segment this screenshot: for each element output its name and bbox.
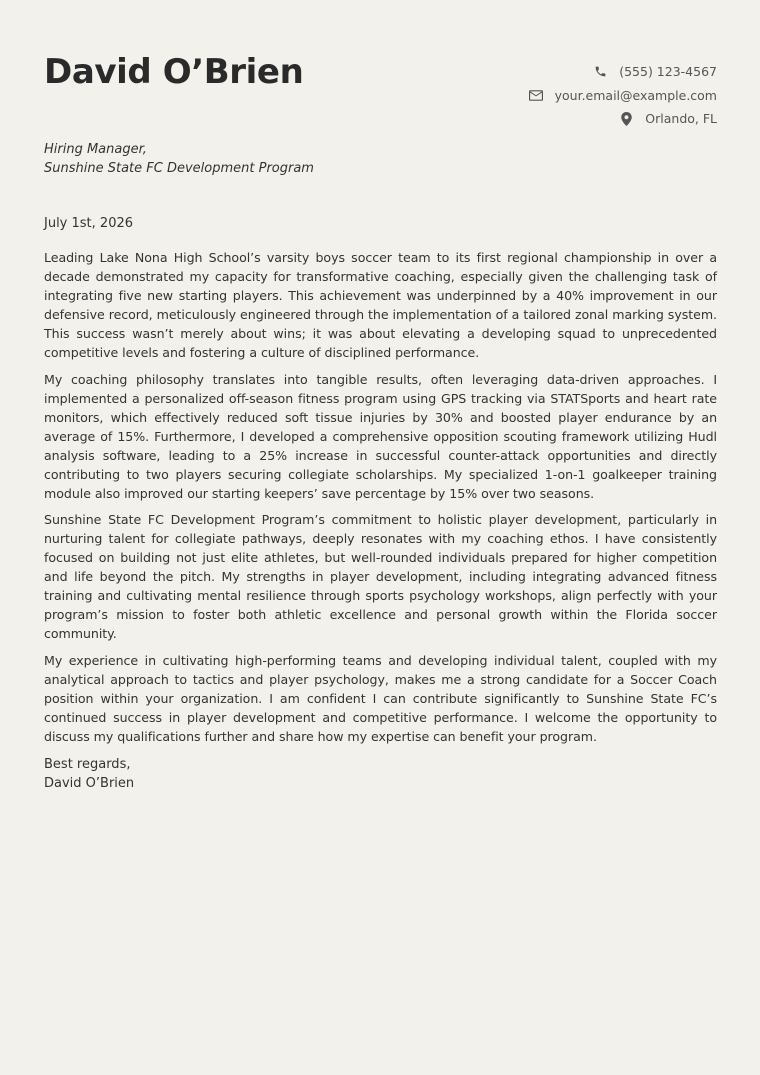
- closing-signature: David O’Brien: [44, 775, 135, 791]
- letter-body: [44, 248, 717, 746]
- body-paragraph: Leading Lake Nona High School’s varsity boys soccer team to its first regional championship in over a decade demonstrated my capacity for transformative coaching, especially given the challenging task of integrating five new starting players. This achievement was underpinned by a 40% improvement in our defensive record, meticulously engineered through the implementation of a tailored zonal marking system. This success wasn’t merely about wins; it was about elevating a developing squad to unprecedented competitive levels and fostering a culture of disciplined performance.: [44, 250, 717, 360]
- phone-text: (555) 123-4567: [619, 64, 717, 80]
- recipient-organization: Sunshine State FC Development Program: [44, 161, 314, 176]
- contact-phone: [529, 60, 717, 84]
- contact-location: [529, 107, 717, 131]
- body-paragraph: My coaching philosophy translates into tangible results, often leveraging data-driven approaches. I implemented a personalized off-season fitness program using GPS tracking via STATSports and heart rate monitors, which effectively reduced soft tissue injuries by 30% and boosted player endurance by an average of 15%. Furthermore, I developed a comprehensive opposition scouting framework utilizing Hudl analysis software, leading to a 25% increase in successful counter-attack opportunities and directly contributing to two players securing collegiate scholarships. My specialized 1-on-1 goalkeeper training module also improved our starting keepers’ save percentage by 15% over two seasons.: [44, 371, 717, 501]
- letter-date: July 1st, 2026: [44, 216, 134, 231]
- email-text[interactable]: your.email@example.com: [554, 87, 717, 103]
- contact-email: [529, 84, 717, 108]
- letter-closing: [44, 755, 717, 793]
- recipient-block: [44, 140, 717, 178]
- body-paragraph: My experience in cultivating high-performing teams and developing individual talent, coupled with my analytical approach to tactics and player psychology, makes me a strong candidate for a Soccer Coach position within your organization. I am confident I can contribute significantly to Sunshine State FC’s continued success in player development and competitive performance. I welcome the opportunity to discuss my qualifications further and share how my expertise can benefit your program.: [44, 652, 717, 744]
- contact-info: [529, 60, 717, 131]
- map-pin-icon: [619, 112, 633, 126]
- phone-icon: [593, 65, 607, 79]
- applicant-name: David O’Brien: [44, 52, 304, 92]
- recipient-title: Hiring Manager,: [44, 142, 147, 157]
- body-paragraph: Sunshine State FC Development Program’s commitment to holistic player development, particularly in nurturing talent for collegiate pathways, deeply resonates with my coaching ethos. I have consistently focused on building not just elite athletes, but well-rounded individuals prepared for higher competition and life beyond the pitch. My strengths in player development, including integrating advanced fitness training and cultivating mental resilience through sports psychology workshops, align perfectly with your program’s mission to foster both athletic excellence and personal growth within the Florida soccer community.: [44, 512, 717, 641]
- letter-header: [44, 0, 717, 128]
- location-text: Orlando, FL: [645, 111, 717, 127]
- envelope-icon: [529, 88, 543, 102]
- closing-salutation: Best regards,: [44, 756, 131, 772]
